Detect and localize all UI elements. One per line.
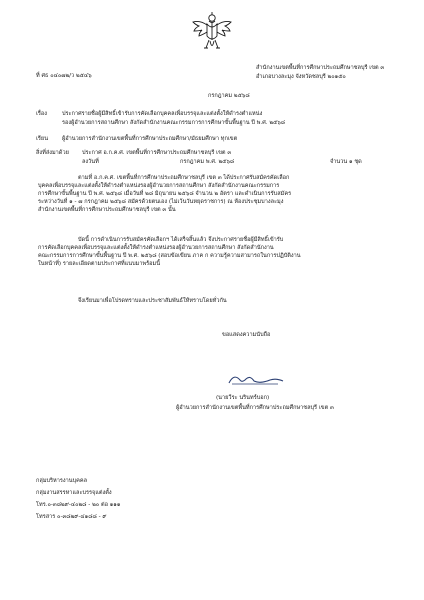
document-number: ที่ ศธ ๐๔๐๗๒/ว ๒๕๔๖ [36, 73, 92, 79]
office-address: อำเภอบางละมุง จังหวัดชลบุรี ๒๐๑๕๐ [256, 74, 346, 80]
body-paragraph-1 [38, 174, 390, 215]
attachment-date-prefix: ลงวันที่ [82, 159, 99, 165]
body-paragraph-3: จึงเรียนมาเพื่อโปรดทราบและประชาสัมพันธ์ให้ทราบโดยทั่วกัน [78, 298, 227, 304]
body-line: สำนักงานเขตพื้นที่การศึกษาประถมศึกษาชลบุรี เขต ๓ นั้น [38, 207, 176, 214]
letter-date: กรกฎาคม ๒๕๖๘ [208, 93, 250, 99]
body-line: การคัดเลือกบุคคลเพื่อบรรจุและแต่งตั้งให้ดำรงตำแหน่งรองผู้อำนวยการสถานศึกษา สังกัดสำนักงาน [38, 245, 274, 252]
attachment-count: จำนวน ๑ ชุด [330, 159, 362, 165]
garuda-emblem-icon [190, 10, 234, 54]
subject-line-2: รองผู้อำนวยการสถานศึกษา สังกัดสำนักงานคณะกรรมการการศึกษาขั้นพื้นฐาน ปี พ.ศ. ๒๕๖๘ [62, 120, 286, 126]
recipient-text: ผู้อำนวยการสำนักงานเขตพื้นที่การศึกษาประถมศึกษา/มัธยมศึกษา ทุกเขต [62, 136, 238, 142]
signatory-title: ผู้อำนวยการสำนักงานเขตพื้นที่การศึกษาประถมศึกษาชลบุรี เขต ๓ [176, 405, 334, 411]
footer-unit: กลุ่มงานสรรหาและบรรจุแต่งตั้ง [36, 490, 112, 496]
footer-phone: โทร.๐-๓๘๒๙-๔๐๒๘ - ๒๐ ต่อ ๑๑๑ [36, 502, 121, 508]
body-line: ในหน้าที่) รายละเอียดตามประกาศที่แนบมาพร้อมนี้ [38, 261, 161, 268]
body-line: คณะกรรมการการศึกษาขั้นพื้นฐาน ปี พ.ศ. ๒๕๖๘ (สอบข้อเขียน ภาค ก ความรู้ความสามารถในการปฏิบัติงาน [38, 253, 301, 260]
body-line: บุคคลเพื่อบรรจุและแต่งตั้งให้ดำรงตำแหน่งรองผู้อำนวยการสถานศึกษา สังกัดสำนักงานคณะกรรมการ [38, 183, 280, 190]
signature-mark [226, 371, 286, 387]
footer-fax: โทรสาร ๐-๓๘๒๙-๔๑๘๘ - ๙ [36, 514, 107, 520]
attachment-label: สิ่งที่ส่งมาด้วย [36, 150, 69, 156]
attachment-date: กรกฎาคม พ.ศ. ๒๕๖๘ [180, 159, 235, 165]
body-line: บัดนี้ การดำเนินการรับสมัครคัดเลือกฯ ได้เสร็จสิ้นแล้ว จึงประกาศรายชื่อผู้มีสิทธิ์เข้ารับ [78, 237, 284, 243]
recipient-label: เรียน [36, 136, 49, 142]
body-line: การศึกษาขั้นพื้นฐาน ปี พ.ศ. ๒๕๖๘ เมื่อวันที่ ๒๘ มิถุนายน ๒๕๖๘ จำนวน ๒ อัตรา และดำเนินการรับสมัคร [38, 191, 292, 198]
footer-department: กลุ่มบริหารงานบุคคล [36, 478, 88, 484]
attachment-line-1: ประกาศ อ.ก.ค.ศ. เขตพื้นที่การศึกษาประถมศึกษาชลบุรี เขต ๓ [82, 150, 232, 156]
body-paragraph-2 [38, 236, 390, 268]
subject-label: เรื่อง [36, 111, 48, 117]
office-name: สำนักงานเขตพื้นที่การศึกษาประถมศึกษาชลบุรี เขต ๓ [256, 65, 385, 71]
body-line: ระหว่างวันที่ ๑ - ๗ กรกฎาคม ๒๕๖๘ สมัครด้วยตนเอง (ไม่เว้นวันหยุดราชการ) ณ ห้องประชุมบางละมุง [38, 199, 284, 206]
body-line: ตามที่ อ.ก.ค.ศ. เขตพื้นที่การศึกษาประถมศึกษาชลบุรี เขต ๓ ได้ประกาศรับสมัครคัดเลือก [78, 175, 290, 181]
signatory-name: (นายวีระ นรินทร์บอก) [216, 395, 270, 401]
subject-line-1: ประกาศรายชื่อผู้มีสิทธิ์เข้ารับการคัดเลือกบุคคลเพื่อบรรจุและแต่งตั้งให้ดำรงตำแหน่ง [62, 111, 263, 117]
closing-salutation: ขอแสดงความนับถือ [222, 332, 271, 338]
